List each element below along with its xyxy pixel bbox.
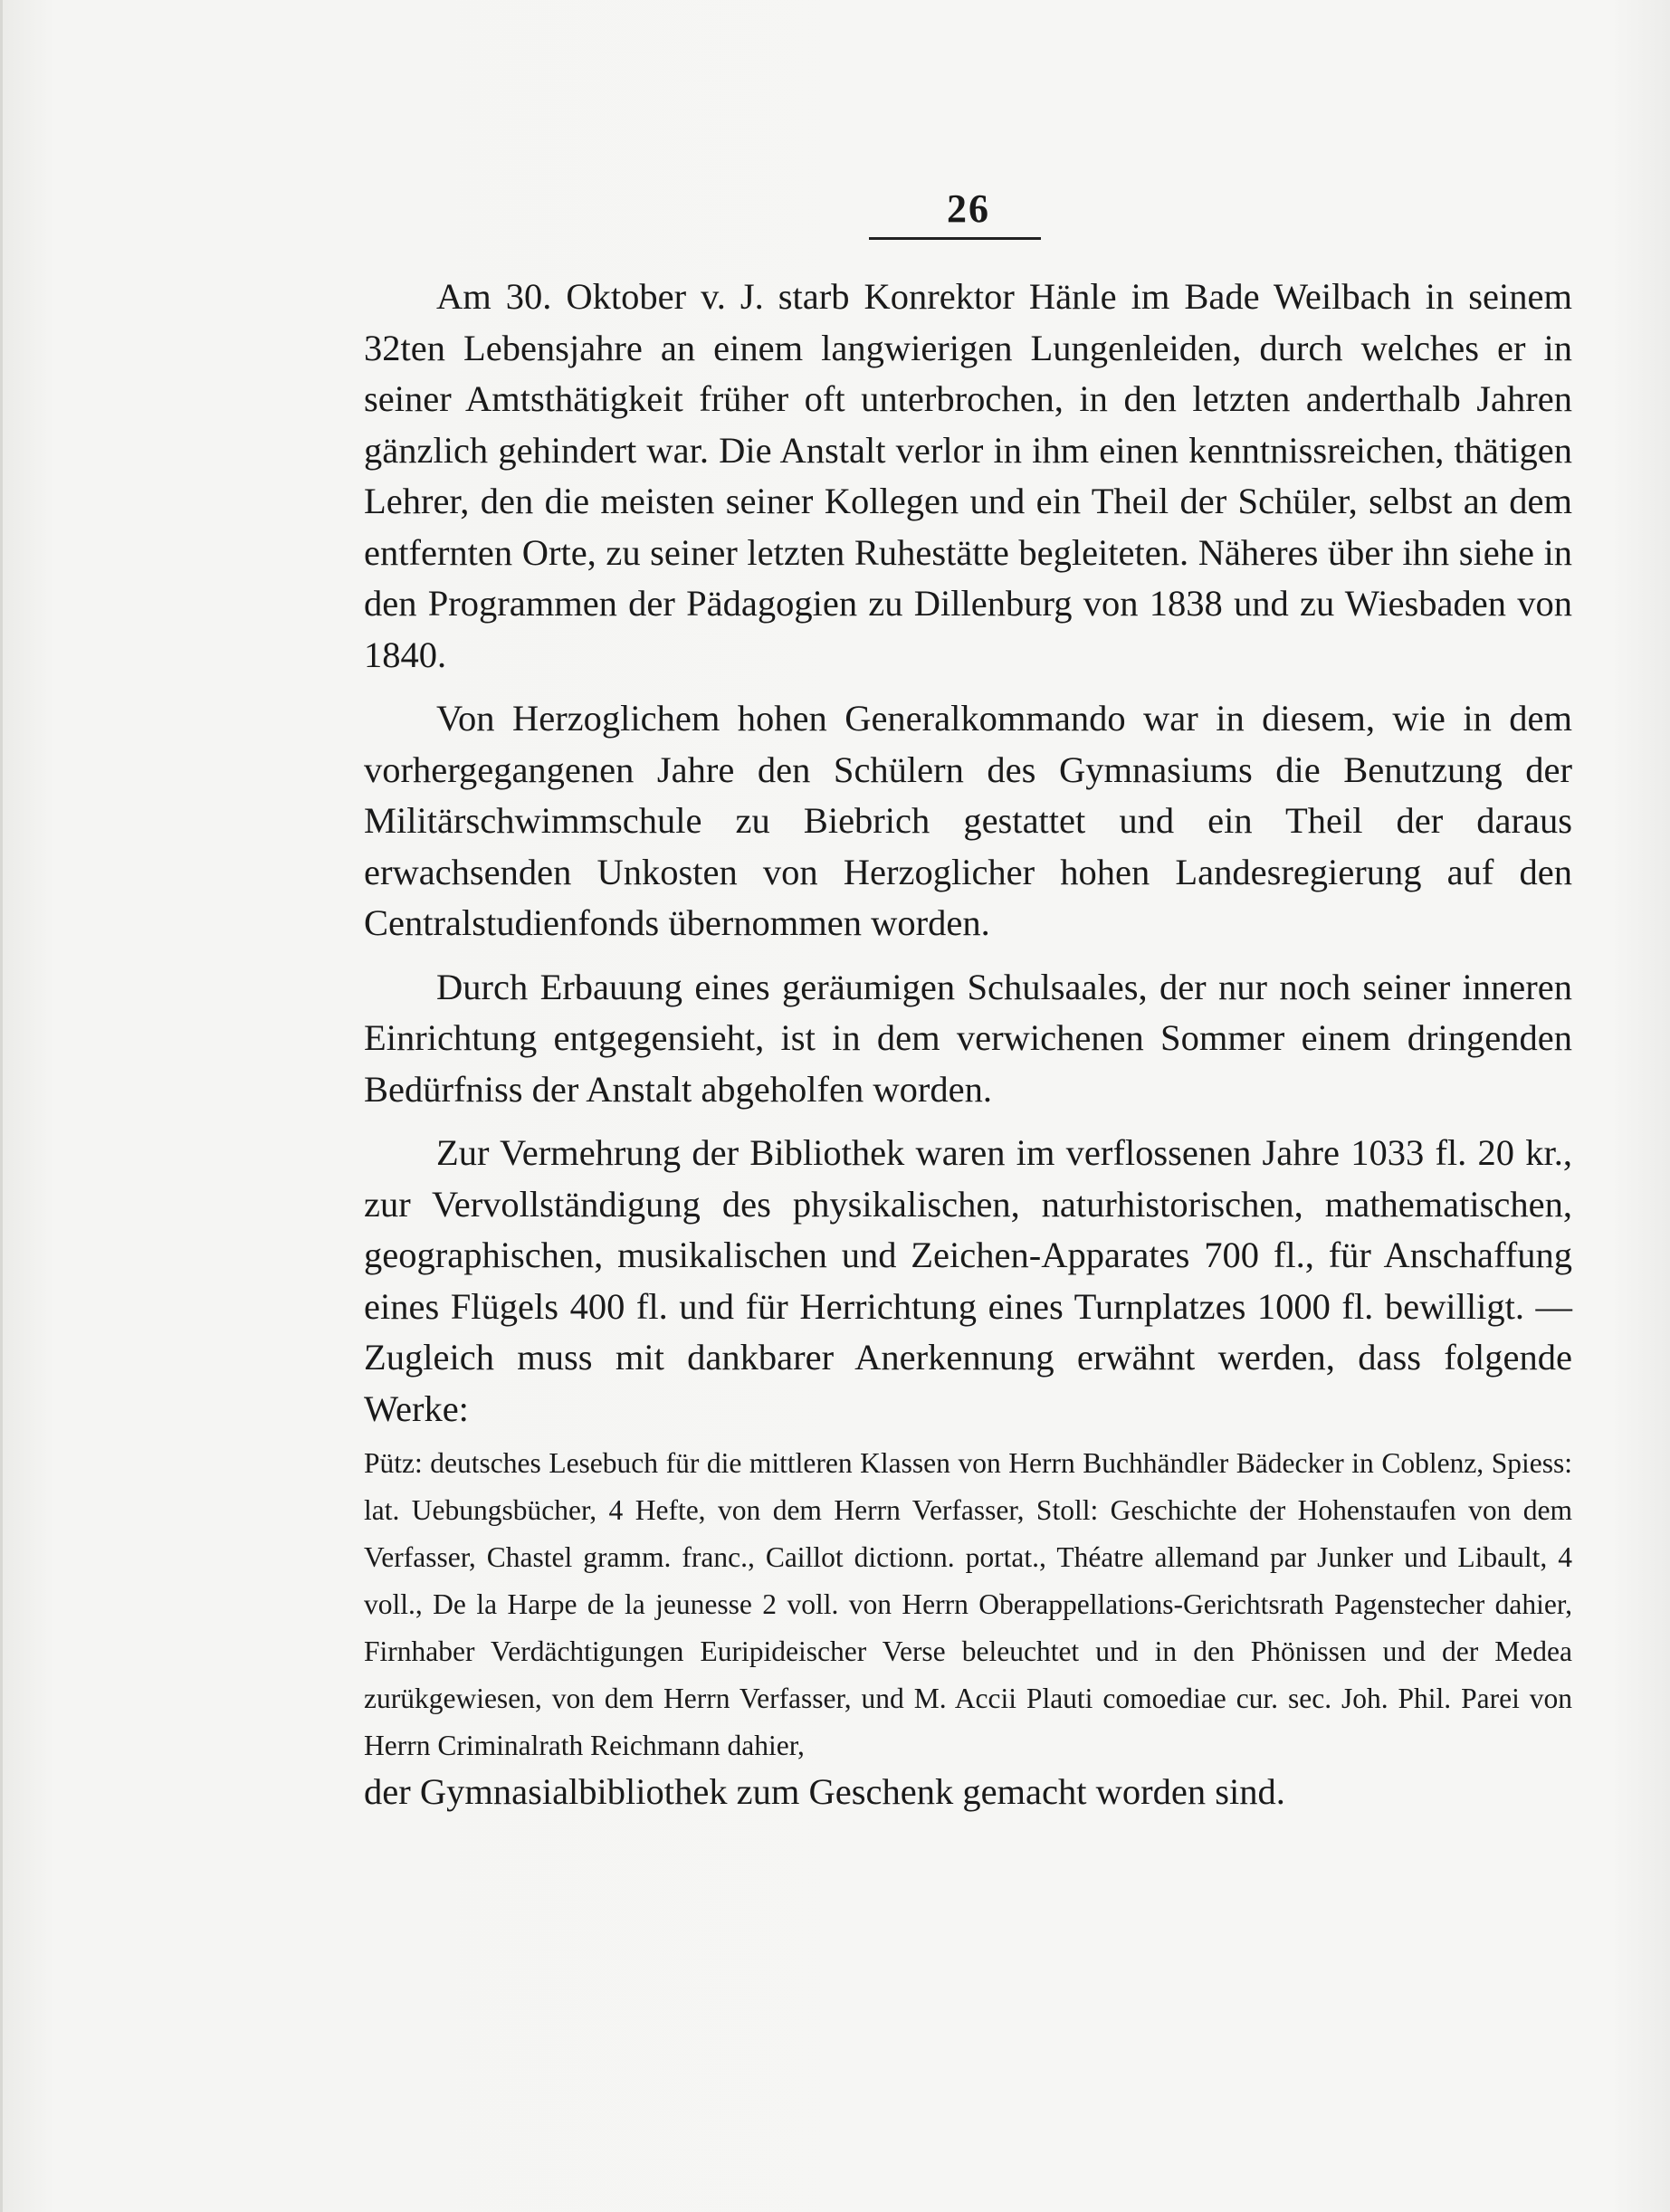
page-edge — [0, 0, 3, 2212]
page-number: 26 — [947, 186, 990, 231]
page-number-rule — [869, 237, 1041, 240]
closing-line: der Gymnasialbibliothek zum Geschenk gemacht worden sind. — [364, 1771, 1285, 1812]
paragraph-swimming-school: Von Herzoglichem hohen Generalkommando war in diesem, wie in dem vorhergegangenen Jahre den Schülern des Gymnasiums die Benutzung der Militärschwimmschule zu Biebrich gestattet und ein Theil der daraus erwachsenden Unkosten von Herzoglicher hohen Landesregierung auf den Centralstudienfonds übernommen worden. — [364, 698, 1572, 943]
donated-books-list: Pütz: deutsches Lesebuch für die mittleren Klassen von Herrn Buchhändler Bädecker in Coblenz, Spiess: lat. Uebungsbücher, 4 Hefte, von dem Herrn Verfasser, Stoll: Geschichte der Hohenstaufen von dem Verfasser, Chastel gramm. franc., Caillot dictionn. portat., Théatre allemand par Junker und Libault, 4 voll., De la Harpe de la jeunesse 2 voll. von Herrn Oberappellations-Gerichtsrath Pagenstecher dahier, Firnhaber Verdächtigungen Euripideischer Verse beleuchtet und in den Phönissen und der Medea zurükgewiesen, von dem Herrn Verfasser, und M. Accii Plauti comoediae cur. sec. Joh. Phil. Parei von Herrn Criminalrath Reichmann dahier, — [364, 1447, 1572, 1761]
paragraph-library-grants: Zur Vermehrung der Bibliothek waren im verflossenen Jahre 1033 fl. 20 kr., zur Vervollständigung des physikalischen, naturhistorischen, mathematischen, geographischen, musikalischen und Zeichen-Apparates 700 fl., für Anschaffung eines Flügels 400 fl. und für Herrichtung eines Turnplatzes 1000 fl. bewilligt. — Zugleich muss mit dankbarer Anerkennung erwähnt werden, dass folgende Werke: — [364, 1132, 1572, 1429]
body-text — [364, 272, 1572, 1815]
paragraph-school-hall: Durch Erbauung eines geräumigen Schulsaales, der nur noch seiner inneren Einrichtung entgegensieht, ist in dem verwichenen Sommer einem dringenden Bedürfniss der Anstalt abgeholfen worden. — [364, 966, 1572, 1110]
paragraph-death-notice: Am 30. Oktober v. J. starb Konrektor Hänle im Bade Weilbach in seinem 32ten Lebensjahre an einem langwierigen Lungenleiden, durch welches er in seiner Amtsthätigkeit früher oft unterbrochen, in den letzten anderthalb Jahren gänzlich gehindert war. Die Anstalt verlor in ihm einen kenntnissreichen, thätigen Lehrer, den die meisten seiner Kollegen und ein Theil der Schüler, selbst an dem entfernten Orte, zu seiner letzten Ruhestätte begleiteten. Näheres über ihn siehe in den Programmen der Pädagogien zu Dillenburg von 1838 und zu Wiesbaden von 1840. — [364, 276, 1572, 675]
